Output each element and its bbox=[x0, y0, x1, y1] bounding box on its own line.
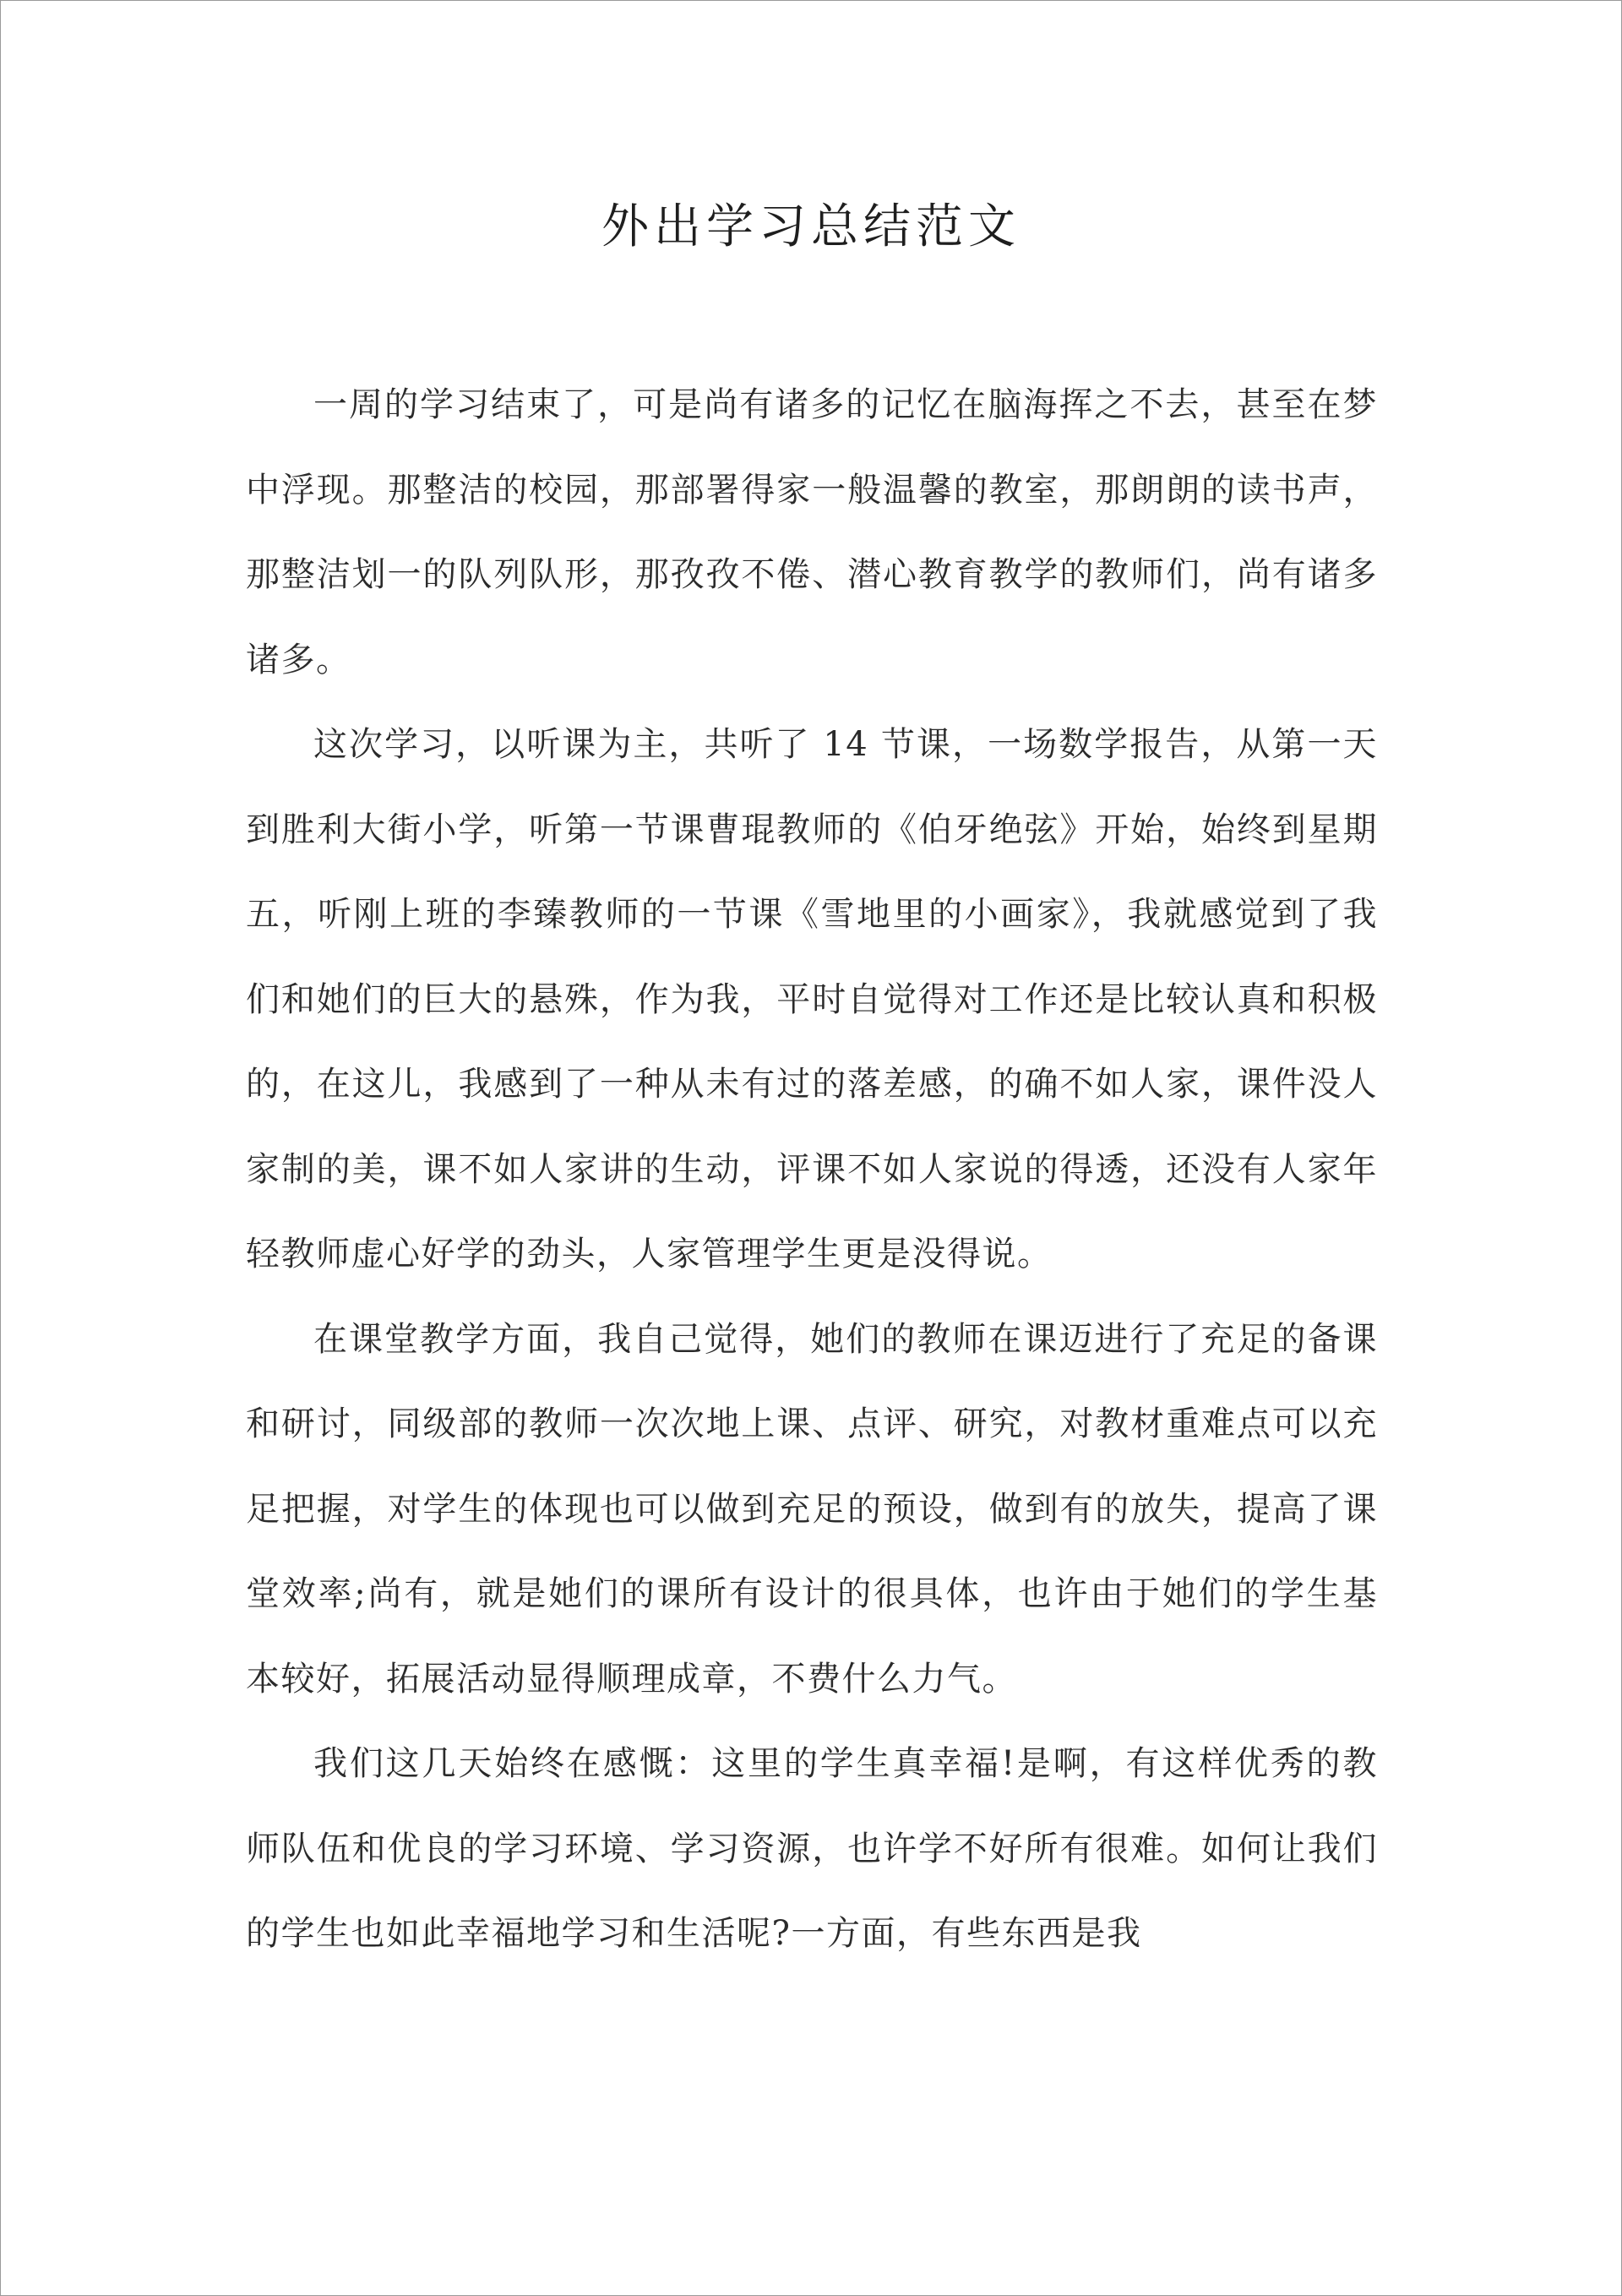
paragraph: 一周的学习结束了，可是尚有诸多的记忆在脑海挥之不去，甚至在梦中浮现。那整洁的校园，那部署得家一般温馨的教室，那朗朗的读书声，那整洁划一的队列队形，那孜孜不倦、潜心教育教学的教师们，尚有诸多诸多。 bbox=[246, 385, 1378, 679]
document-title: 外出学习总结范文 bbox=[601, 199, 1021, 254]
paragraph: 我们这几天始终在感慨：这里的学生真幸福!是啊，有这样优秀的教师队伍和优良的学习环境、学习资源，也许学不好所有很难。如何让我们的学生也如此幸福地学习和生活呢?一方面，有些东西是我 bbox=[246, 1744, 1378, 1953]
paragraph: 在课堂教学方面，我自己觉得，她们的教师在课迈进行了充足的备课和研讨，同级部的教师一次次地上课、点评、研究，对教材重难点可以充足把握，对学生的体现也可以做到充足的预设，做到有的放失，提高了课堂效率;尚有，就是她们的课所有设计的很具体，也许由于她们的学生基本较好，拓展活动显得顺理成章，不费什么力气。 bbox=[246, 1319, 1378, 1699]
paragraph: 这次学习，以听课为主，共听了 14 节课，一场数学报告，从第一天到胜利大街小学，听第一节课曹琨教师的《伯牙绝弦》开始，始终到星期五，听刚上班的李臻教师的一节课《雪地里的小画家》，我就感觉到了我们和她们的巨大的悬殊，作为我，平时自觉得对工作还是比较认真和积极的，在这儿，我感到了一种从未有过的落差感，的确不如人家，课件没人家制的美，课不如人家讲的生动，评课不如人家说的得透，还没有人家年轻教师虚心好学的劲头，人家管理学生更是没得说。 bbox=[246, 725, 1378, 1273]
document-body bbox=[246, 363, 1378, 1977]
